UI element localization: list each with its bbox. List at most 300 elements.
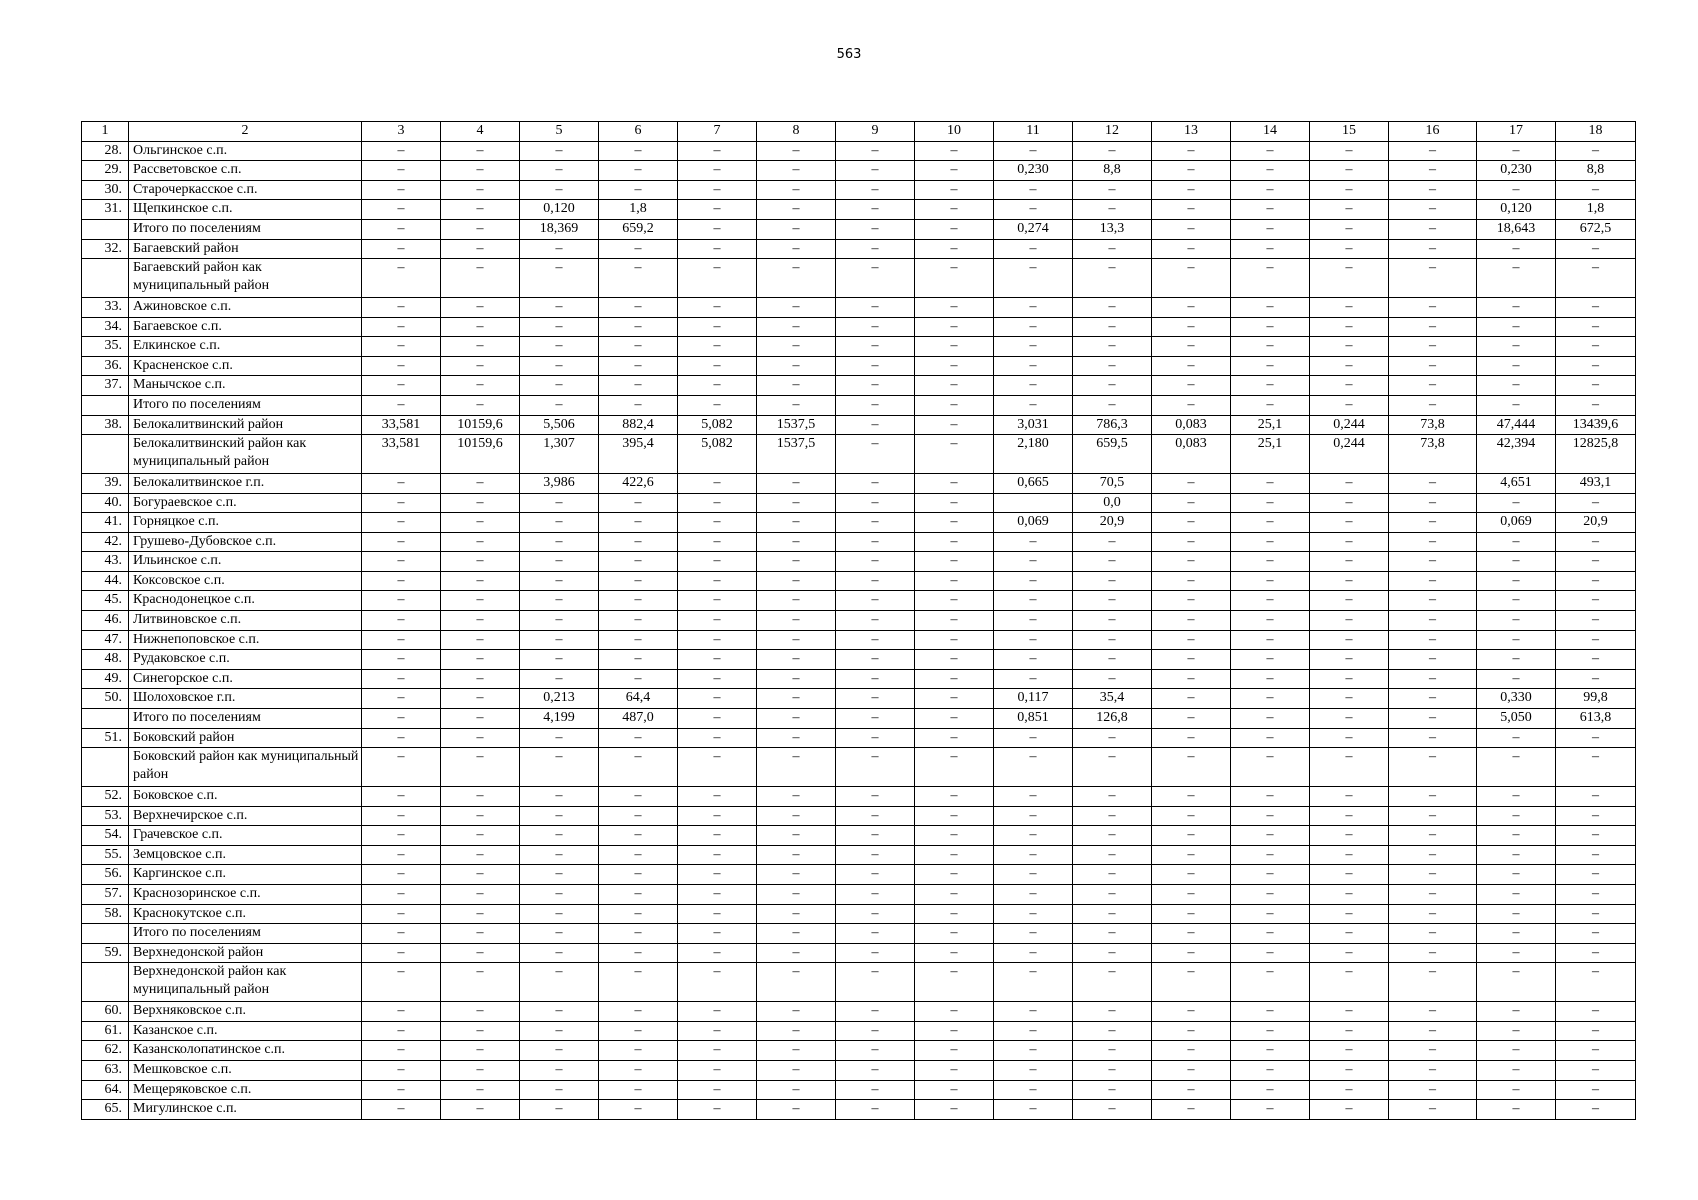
cell-col-16: – [1389, 963, 1477, 1002]
cell-col-5: – [520, 513, 599, 533]
cell-col-9: – [836, 415, 915, 435]
row-number: 31. [82, 200, 129, 220]
cell-col-9: – [836, 259, 915, 298]
cell-col-10: – [915, 748, 994, 787]
row-number: 59. [82, 943, 129, 963]
cell-col-8: – [757, 787, 836, 807]
cell-col-12: – [1073, 141, 1152, 161]
cell-col-14: – [1231, 532, 1310, 552]
table-row [82, 415, 1636, 435]
cell-col-5: – [520, 317, 599, 337]
table-row [82, 259, 1636, 298]
cell-col-15: – [1310, 1100, 1389, 1120]
row-name: Верхнечирское с.п. [129, 806, 362, 826]
cell-col-17: 42,394 [1477, 435, 1556, 474]
table-row [82, 1080, 1636, 1100]
cell-col-13: 0,083 [1152, 415, 1231, 435]
cell-col-17: – [1477, 532, 1556, 552]
cell-col-18: 8,8 [1556, 161, 1636, 181]
cell-col-18: – [1556, 141, 1636, 161]
table-row [82, 630, 1636, 650]
row-number: 30. [82, 180, 129, 200]
cell-col-17: 0,120 [1477, 200, 1556, 220]
cell-col-16: – [1389, 1060, 1477, 1080]
cell-col-13: – [1152, 1041, 1231, 1061]
row-number [82, 259, 129, 298]
cell-col-14: – [1231, 943, 1310, 963]
cell-col-14: – [1231, 239, 1310, 259]
cell-col-9: – [836, 884, 915, 904]
row-name: Мешковское с.п. [129, 1060, 362, 1080]
cell-col-6: – [599, 1100, 678, 1120]
cell-col-7: – [678, 1041, 757, 1061]
table-row [82, 806, 1636, 826]
cell-col-8: – [757, 963, 836, 1002]
cell-col-11 [994, 493, 1073, 513]
cell-col-4: – [441, 806, 520, 826]
cell-col-3: – [362, 728, 441, 748]
row-name: Казансколопатинское с.п. [129, 1041, 362, 1061]
cell-col-9: – [836, 356, 915, 376]
cell-col-15: – [1310, 669, 1389, 689]
cell-col-13: – [1152, 1100, 1231, 1120]
cell-col-8: – [757, 924, 836, 944]
cell-col-4: – [441, 611, 520, 631]
row-number: 60. [82, 1002, 129, 1022]
cell-col-7: – [678, 943, 757, 963]
cell-col-11: – [994, 650, 1073, 670]
cell-col-9: – [836, 297, 915, 317]
cell-col-5: – [520, 591, 599, 611]
cell-col-9: – [836, 513, 915, 533]
cell-col-5: – [520, 963, 599, 1002]
cell-col-16: – [1389, 317, 1477, 337]
cell-col-7: – [678, 591, 757, 611]
cell-col-13: – [1152, 219, 1231, 239]
cell-col-17: – [1477, 493, 1556, 513]
row-name: Коксовское с.п. [129, 571, 362, 591]
column-header-5: 5 [520, 122, 599, 142]
cell-col-3: – [362, 806, 441, 826]
cell-col-14: – [1231, 473, 1310, 493]
cell-col-15: – [1310, 317, 1389, 337]
cell-col-5: – [520, 259, 599, 298]
cell-col-18: – [1556, 1080, 1636, 1100]
cell-col-12: – [1073, 1002, 1152, 1022]
cell-col-11: – [994, 200, 1073, 220]
cell-col-8: – [757, 239, 836, 259]
cell-col-4: – [441, 571, 520, 591]
table-row [82, 141, 1636, 161]
cell-col-11: – [994, 141, 1073, 161]
cell-col-8: – [757, 1080, 836, 1100]
cell-col-10: – [915, 1080, 994, 1100]
cell-col-6: – [599, 376, 678, 396]
cell-col-18: – [1556, 356, 1636, 376]
cell-col-18: – [1556, 493, 1636, 513]
table-row [82, 728, 1636, 748]
row-name: Каргинское с.п. [129, 865, 362, 885]
cell-col-12: – [1073, 924, 1152, 944]
cell-col-4: – [441, 748, 520, 787]
cell-col-7: – [678, 845, 757, 865]
cell-col-13: – [1152, 650, 1231, 670]
cell-col-6: – [599, 1041, 678, 1061]
cell-col-17: – [1477, 650, 1556, 670]
table-row [82, 435, 1636, 474]
cell-col-4: – [441, 532, 520, 552]
cell-col-10: – [915, 904, 994, 924]
cell-col-18: – [1556, 591, 1636, 611]
cell-col-9: – [836, 493, 915, 513]
cell-col-7: – [678, 884, 757, 904]
cell-col-7: – [678, 356, 757, 376]
row-number [82, 963, 129, 1002]
row-number: 43. [82, 552, 129, 572]
table-row [82, 356, 1636, 376]
cell-col-12: 35,4 [1073, 689, 1152, 709]
cell-col-10: – [915, 552, 994, 572]
cell-col-18: – [1556, 669, 1636, 689]
cell-col-15: – [1310, 297, 1389, 317]
cell-col-16: – [1389, 552, 1477, 572]
cell-col-4: – [441, 337, 520, 357]
cell-col-3: – [362, 1060, 441, 1080]
row-number: 33. [82, 297, 129, 317]
cell-col-12: – [1073, 826, 1152, 846]
column-header-11: 11 [994, 122, 1073, 142]
cell-col-14: – [1231, 630, 1310, 650]
table-row [82, 845, 1636, 865]
row-name: Итого по поселениям [129, 924, 362, 944]
cell-col-13: – [1152, 1060, 1231, 1080]
cell-col-8: – [757, 180, 836, 200]
row-name: Красненское с.п. [129, 356, 362, 376]
table-row [82, 787, 1636, 807]
cell-col-12: – [1073, 787, 1152, 807]
cell-col-4: – [441, 845, 520, 865]
cell-col-4: – [441, 1060, 520, 1080]
row-number: 51. [82, 728, 129, 748]
cell-col-17: – [1477, 1041, 1556, 1061]
cell-col-8: – [757, 1100, 836, 1120]
table-row [82, 669, 1636, 689]
row-name: Краснодонецкое с.п. [129, 591, 362, 611]
cell-col-9: – [836, 1100, 915, 1120]
cell-col-13: – [1152, 297, 1231, 317]
cell-col-13: – [1152, 513, 1231, 533]
row-name: Багаевский район [129, 239, 362, 259]
cell-col-18: 1,8 [1556, 200, 1636, 220]
cell-col-6: 659,2 [599, 219, 678, 239]
cell-col-15: – [1310, 376, 1389, 396]
row-number: 48. [82, 650, 129, 670]
cell-col-9: – [836, 904, 915, 924]
cell-col-10: – [915, 845, 994, 865]
cell-col-18: – [1556, 611, 1636, 631]
cell-col-13: – [1152, 630, 1231, 650]
cell-col-6: – [599, 924, 678, 944]
cell-col-12: 786,3 [1073, 415, 1152, 435]
cell-col-18: – [1556, 845, 1636, 865]
cell-col-9: – [836, 180, 915, 200]
cell-col-11: – [994, 943, 1073, 963]
column-header-1: 1 [82, 122, 129, 142]
row-name: Верхнедонской район как муниципальный район [129, 963, 362, 1002]
cell-col-4: – [441, 1002, 520, 1022]
cell-col-4: – [441, 689, 520, 709]
cell-col-13: – [1152, 924, 1231, 944]
cell-col-9: – [836, 1002, 915, 1022]
row-number: 62. [82, 1041, 129, 1061]
cell-col-7: – [678, 689, 757, 709]
cell-col-14: – [1231, 571, 1310, 591]
cell-col-8: – [757, 904, 836, 924]
cell-col-10: – [915, 787, 994, 807]
cell-col-6: – [599, 1080, 678, 1100]
cell-col-12: – [1073, 1100, 1152, 1120]
cell-col-15: – [1310, 141, 1389, 161]
cell-col-6: – [599, 904, 678, 924]
cell-col-7: – [678, 552, 757, 572]
cell-col-9: – [836, 473, 915, 493]
cell-col-17: – [1477, 611, 1556, 631]
cell-col-5: – [520, 161, 599, 181]
cell-col-18: – [1556, 963, 1636, 1002]
cell-col-16: – [1389, 630, 1477, 650]
cell-col-13: – [1152, 904, 1231, 924]
cell-col-14: – [1231, 1021, 1310, 1041]
cell-col-13: – [1152, 493, 1231, 513]
cell-col-10: – [915, 571, 994, 591]
cell-col-5: – [520, 865, 599, 885]
row-name: Итого по поселениям [129, 219, 362, 239]
cell-col-17: 4,651 [1477, 473, 1556, 493]
cell-col-18: 13439,6 [1556, 415, 1636, 435]
cell-col-15: – [1310, 650, 1389, 670]
cell-col-18: – [1556, 904, 1636, 924]
cell-col-9: – [836, 376, 915, 396]
cell-col-8: – [757, 356, 836, 376]
row-name: Багаевское с.п. [129, 317, 362, 337]
row-name: Нижнепоповское с.п. [129, 630, 362, 650]
cell-col-8: – [757, 611, 836, 631]
cell-col-6: – [599, 356, 678, 376]
cell-col-9: – [836, 161, 915, 181]
row-number: 38. [82, 415, 129, 435]
cell-col-6: – [599, 806, 678, 826]
cell-col-5: – [520, 806, 599, 826]
cell-col-10: – [915, 1060, 994, 1080]
cell-col-13: – [1152, 787, 1231, 807]
cell-col-6: – [599, 259, 678, 298]
cell-col-3: – [362, 552, 441, 572]
cell-col-16: – [1389, 1041, 1477, 1061]
table-row [82, 513, 1636, 533]
cell-col-15: – [1310, 924, 1389, 944]
cell-col-5: – [520, 552, 599, 572]
cell-col-16: – [1389, 297, 1477, 317]
cell-col-5: – [520, 1041, 599, 1061]
cell-col-3: – [362, 787, 441, 807]
cell-col-3: – [362, 219, 441, 239]
cell-col-15: – [1310, 200, 1389, 220]
cell-col-11: – [994, 532, 1073, 552]
cell-col-13: – [1152, 141, 1231, 161]
cell-col-13: – [1152, 180, 1231, 200]
cell-col-15: – [1310, 356, 1389, 376]
row-name: Рудаковское с.п. [129, 650, 362, 670]
cell-col-10: – [915, 630, 994, 650]
cell-col-18: – [1556, 1002, 1636, 1022]
cell-col-18: – [1556, 395, 1636, 415]
cell-col-3: – [362, 1080, 441, 1100]
cell-col-6: – [599, 297, 678, 317]
cell-col-12: – [1073, 1080, 1152, 1100]
cell-col-9: – [836, 239, 915, 259]
cell-col-14: – [1231, 200, 1310, 220]
cell-col-9: – [836, 806, 915, 826]
column-header-8: 8 [757, 122, 836, 142]
cell-col-18: – [1556, 552, 1636, 572]
cell-col-6: 64,4 [599, 689, 678, 709]
table-row [82, 161, 1636, 181]
cell-col-17: – [1477, 884, 1556, 904]
cell-col-9: – [836, 963, 915, 1002]
cell-col-16: – [1389, 748, 1477, 787]
cell-col-11: – [994, 180, 1073, 200]
cell-col-5: – [520, 924, 599, 944]
column-header-16: 16 [1389, 122, 1477, 142]
cell-col-11: – [994, 1002, 1073, 1022]
cell-col-10: – [915, 356, 994, 376]
cell-col-15: – [1310, 630, 1389, 650]
cell-col-5: – [520, 650, 599, 670]
cell-col-5: – [520, 180, 599, 200]
cell-col-7: – [678, 806, 757, 826]
cell-col-4: – [441, 669, 520, 689]
cell-col-10: – [915, 1021, 994, 1041]
cell-col-13: – [1152, 552, 1231, 572]
cell-col-11: – [994, 1021, 1073, 1041]
cell-col-13: – [1152, 571, 1231, 591]
cell-col-17: – [1477, 180, 1556, 200]
cell-col-8: – [757, 806, 836, 826]
cell-col-10: – [915, 415, 994, 435]
cell-col-3: – [362, 571, 441, 591]
table-row [82, 904, 1636, 924]
row-name: Краснокутское с.п. [129, 904, 362, 924]
cell-col-16: – [1389, 259, 1477, 298]
cell-col-12: – [1073, 611, 1152, 631]
cell-col-12: – [1073, 865, 1152, 885]
cell-col-16: – [1389, 180, 1477, 200]
cell-col-14: 25,1 [1231, 415, 1310, 435]
cell-col-17: – [1477, 669, 1556, 689]
cell-col-7: – [678, 493, 757, 513]
cell-col-12: – [1073, 180, 1152, 200]
row-number: 61. [82, 1021, 129, 1041]
cell-col-7: – [678, 1060, 757, 1080]
cell-col-10: – [915, 1041, 994, 1061]
cell-col-7: – [678, 611, 757, 631]
cell-col-6: 487,0 [599, 709, 678, 729]
cell-col-7: – [678, 1100, 757, 1120]
cell-col-8: – [757, 650, 836, 670]
cell-col-3: 33,581 [362, 435, 441, 474]
row-number: 56. [82, 865, 129, 885]
cell-col-10: – [915, 317, 994, 337]
cell-col-3: – [362, 709, 441, 729]
cell-col-18: – [1556, 728, 1636, 748]
cell-col-8: – [757, 728, 836, 748]
table-row [82, 376, 1636, 396]
cell-col-8: – [757, 395, 836, 415]
cell-col-8: – [757, 376, 836, 396]
cell-col-8: – [757, 337, 836, 357]
cell-col-10: – [915, 337, 994, 357]
cell-col-12: – [1073, 669, 1152, 689]
cell-col-3: – [362, 141, 441, 161]
cell-col-6: – [599, 943, 678, 963]
cell-col-17: – [1477, 924, 1556, 944]
cell-col-3: – [362, 591, 441, 611]
cell-col-7: – [678, 709, 757, 729]
cell-col-5: – [520, 1080, 599, 1100]
table-body [82, 141, 1636, 1119]
cell-col-11: – [994, 1100, 1073, 1120]
cell-col-10: – [915, 689, 994, 709]
cell-col-17: – [1477, 1021, 1556, 1041]
cell-col-10: – [915, 884, 994, 904]
cell-col-16: – [1389, 924, 1477, 944]
cell-col-7: – [678, 200, 757, 220]
cell-col-6: 422,6 [599, 473, 678, 493]
cell-col-15: – [1310, 180, 1389, 200]
cell-col-11: – [994, 845, 1073, 865]
cell-col-7: – [678, 924, 757, 944]
cell-col-9: – [836, 141, 915, 161]
row-name: Мещеряковское с.п. [129, 1080, 362, 1100]
cell-col-3: – [362, 689, 441, 709]
cell-col-18: – [1556, 1041, 1636, 1061]
row-number: 40. [82, 493, 129, 513]
cell-col-8: 1537,5 [757, 415, 836, 435]
cell-col-16: – [1389, 1080, 1477, 1100]
cell-col-17: – [1477, 1060, 1556, 1080]
cell-col-18: – [1556, 1100, 1636, 1120]
cell-col-14: – [1231, 591, 1310, 611]
cell-col-4: – [441, 904, 520, 924]
cell-col-9: – [836, 435, 915, 474]
cell-col-7: – [678, 473, 757, 493]
cell-col-14: – [1231, 904, 1310, 924]
cell-col-14: – [1231, 865, 1310, 885]
cell-col-12: – [1073, 904, 1152, 924]
row-name: Синегорское с.п. [129, 669, 362, 689]
cell-col-7: – [678, 259, 757, 298]
cell-col-16: – [1389, 532, 1477, 552]
cell-col-12: 13,3 [1073, 219, 1152, 239]
cell-col-14: – [1231, 317, 1310, 337]
cell-col-12: – [1073, 297, 1152, 317]
cell-col-7: – [678, 161, 757, 181]
cell-col-3: – [362, 826, 441, 846]
cell-col-17: – [1477, 317, 1556, 337]
cell-col-16: – [1389, 826, 1477, 846]
cell-col-10: – [915, 963, 994, 1002]
table-row [82, 200, 1636, 220]
